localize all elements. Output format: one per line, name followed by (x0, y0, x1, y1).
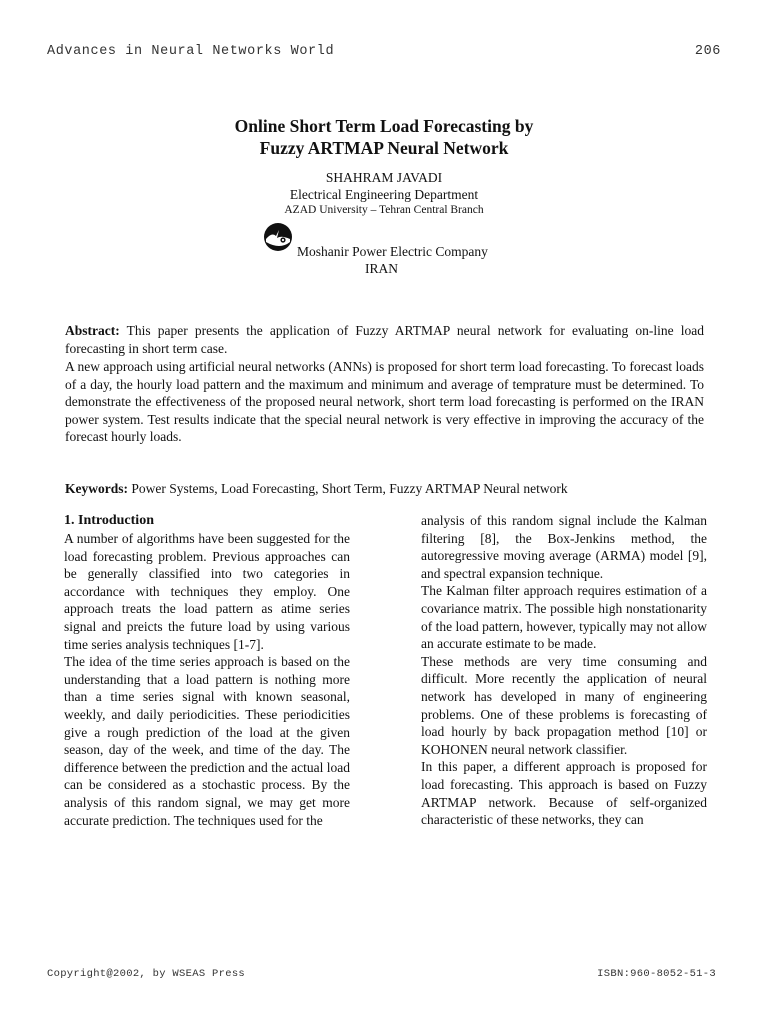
abstract-paragraph-2: A new approach using artificial neural networks (ANNs) is proposed for short term load forecasting. To forecast loads of a day, the hourly load pattern and the maximum and minimum and average of temprature must be determined. To demonstrate the effectiveness of the proposed neural network, short term load forecasting is performed on the IRAN power system. Test results indicate that the special neural network is very effective in improving the accuracy of the forecast hourly loads. (65, 359, 704, 445)
intro-paragraph: analysis of this random signal include the Kalman filtering [8], the Box-Jenkins method, the autoregressive moving average (ARMA) model [9], and spectral expansion technique. (421, 513, 707, 581)
author-name: SHAHRAM JAVADI (325, 170, 443, 185)
keywords-text: Power Systems, Load Forecasting, Short Term, Fuzzy ARTMAP Neural network (128, 481, 568, 496)
footer-isbn: ISBN:960-8052-51-3 (597, 968, 716, 980)
keywords-line (65, 480, 704, 498)
page-number: 206 (694, 44, 721, 59)
left-column (64, 530, 350, 829)
keywords-label: Keywords: (65, 481, 128, 496)
running-header-journal: Advances in Neural Networks World (47, 44, 335, 59)
paper-title-line1: Online Short Term Load Forecasting by (234, 116, 534, 136)
intro-paragraph: The idea of the time series approach is based on the understanding that a load pattern is nothing more than a time series signal with known seasonal, weekly, and daily periodicities. These periodicities give a rough prediction of the load at the given season, day of the week, and time of the day. The difference between the prediction and the actual load can be considered as a stochastic process. By the analysis of this random signal, we may get more accurate prediction. The techniques used for the (64, 654, 350, 828)
section-heading-introduction: 1. Introduction (64, 513, 154, 528)
company-logo-icon (263, 222, 293, 252)
right-column (421, 512, 707, 829)
intro-paragraph: The Kalman filter approach requires estimation of a covariance matrix. The possible high nonstationarity of the load pattern, however, typically may not allow an accurate estimate to be made. (421, 583, 707, 652)
intro-paragraph: In this paper, a different approach is proposed for load forecasting. This approach is based on Fuzzy ARTMAP network. Because of self-organized characteristic of these networks, they can (421, 759, 707, 828)
author-university: AZAD University – Tehran Central Branch (284, 204, 484, 216)
author-country: IRAN (365, 261, 398, 276)
abstract-text-1: This paper presents the application of Fuzzy ARTMAP neural network for evaluating on-line load forecasting in short term case. (65, 323, 704, 356)
abstract-paragraph (65, 322, 704, 357)
author-department: Electrical Engineering Department (289, 187, 479, 202)
footer-copyright: Copyright@2002, by WSEAS Press (47, 968, 246, 980)
paper-title-line2: Fuzzy ARTMAP Neural Network (259, 138, 509, 158)
intro-paragraph: These methods are very time consuming and difficult. More recently the application of neural network has developed in many of engineering problems. One of these problems is forecasting of load hourly by back propagation method [10] or KOHONEN neural network classifier. (421, 653, 707, 757)
intro-paragraph: A number of algorithms have been suggested for the load forecasting problem. Previous approaches can be generally classified into two categories in accordance with techniques they employ. One approach treats the load pattern as atime series signal and preicts the future load by using various time series analysis techniques [1-7]. (64, 531, 350, 652)
abstract-label: Abstract: (65, 323, 120, 338)
author-company: Moshanir Power Electric Company (297, 244, 488, 259)
